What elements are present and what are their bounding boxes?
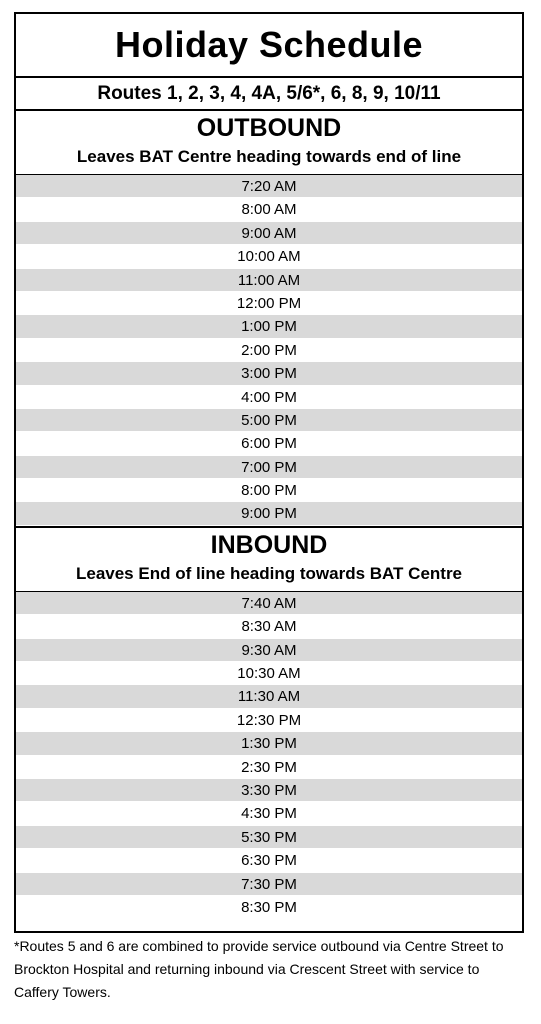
inbound-time-row: 8:30 PM [16, 896, 522, 919]
outbound-time-row: 4:00 PM [16, 386, 522, 409]
outbound-time-row: 8:00 PM [16, 479, 522, 502]
inbound-time-row: 11:30 AM [16, 685, 522, 708]
outbound-time-row: 10:00 AM [16, 245, 522, 268]
inbound-time-row: 7:30 PM [16, 873, 522, 896]
inbound-time-row: 12:30 PM [16, 709, 522, 732]
outbound-time-row: 2:00 PM [16, 339, 522, 362]
inbound-times-list [16, 592, 522, 919]
inbound-header [16, 528, 522, 592]
outbound-time-row: 9:00 AM [16, 222, 522, 245]
inbound-section [16, 526, 522, 919]
inbound-time-row: 9:30 AM [16, 639, 522, 662]
outbound-time-row: 11:00 AM [16, 269, 522, 292]
outbound-time-row: 12:00 PM [16, 292, 522, 315]
inbound-time-row: 2:30 PM [16, 756, 522, 779]
outbound-time-row: 6:00 PM [16, 432, 522, 455]
inbound-title: INBOUND [210, 530, 328, 559]
routes-list: Routes 1, 2, 3, 4, 4A, 5/6*, 6, 8, 9, 10/11 [97, 82, 441, 104]
footnote: *Routes 5 and 6 are combined to provide service outbound via Centre Street to Brockton Hospital and returning inbound via Crescent Street with service to Caffery Towers. [14, 938, 504, 1000]
inbound-time-row: 7:40 AM [16, 592, 522, 615]
title-cell [16, 14, 522, 78]
outbound-time-row: 8:00 AM [16, 198, 522, 221]
outbound-header [16, 111, 522, 175]
outbound-time-row: 7:00 PM [16, 456, 522, 479]
inbound-time-row: 8:30 AM [16, 615, 522, 638]
outbound-time-row: 7:20 AM [16, 175, 522, 198]
inbound-time-row: 1:30 PM [16, 732, 522, 755]
schedule-table [14, 12, 524, 933]
outbound-time-row: 1:00 PM [16, 315, 522, 338]
outbound-subtitle: Leaves BAT Centre heading towards end of line [76, 147, 462, 166]
inbound-time-row: 4:30 PM [16, 802, 522, 825]
inbound-time-row: 5:30 PM [16, 826, 522, 849]
schedule-title: Holiday Schedule [114, 24, 424, 65]
outbound-section [16, 111, 522, 526]
outbound-title: OUTBOUND [196, 114, 342, 142]
inbound-time-row: 3:30 PM [16, 779, 522, 802]
outbound-time-row: 9:00 PM [16, 502, 522, 525]
outbound-time-row: 5:00 PM [16, 409, 522, 432]
outbound-times-list [16, 175, 522, 526]
inbound-time-row: 10:30 AM [16, 662, 522, 685]
inbound-time-row: 6:30 PM [16, 849, 522, 872]
inbound-subtitle: Leaves End of line heading towards BAT Centre [75, 563, 463, 583]
outbound-time-row: 3:00 PM [16, 362, 522, 385]
routes-cell [16, 78, 522, 111]
